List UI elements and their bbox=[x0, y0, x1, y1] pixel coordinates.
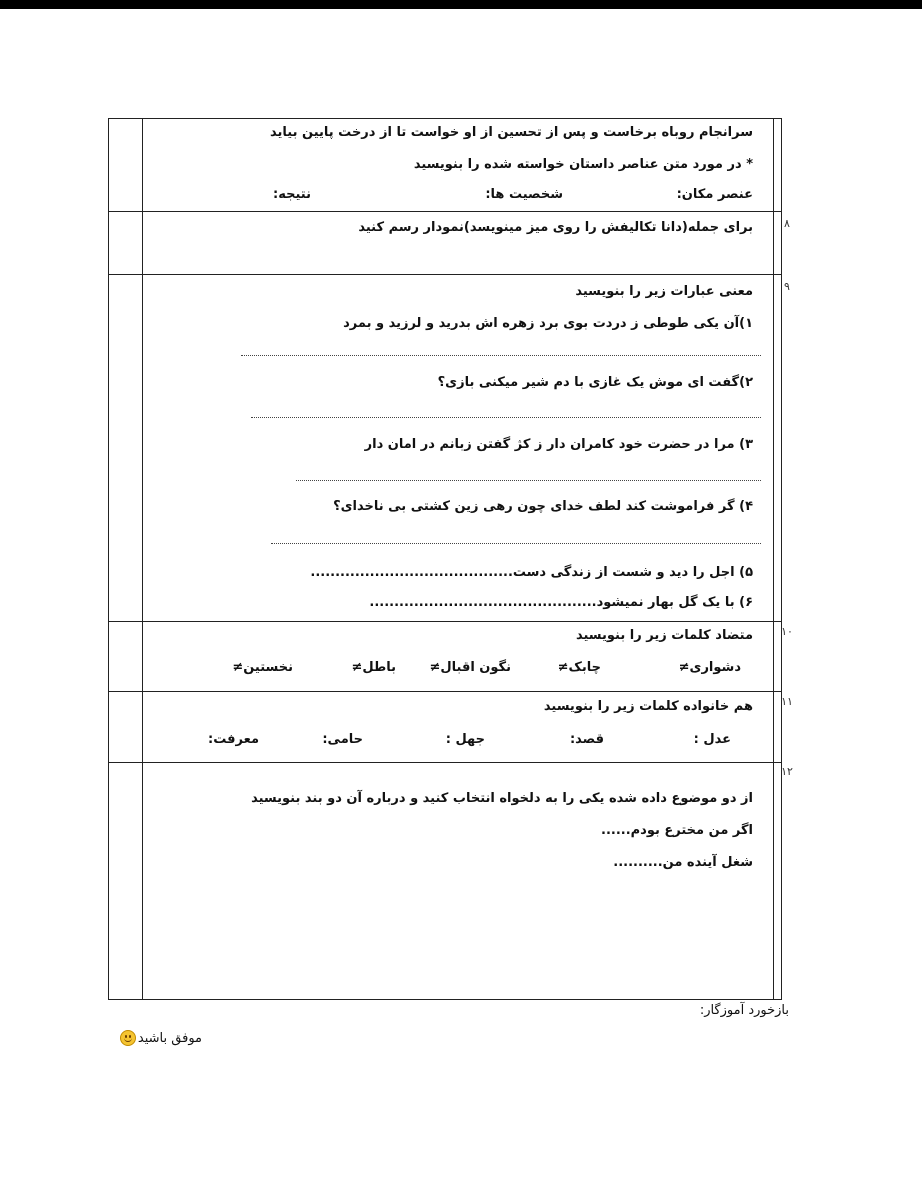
answer-line[interactable] bbox=[251, 417, 761, 418]
question-number: ۸ bbox=[784, 217, 790, 230]
row-divider bbox=[109, 621, 781, 622]
row-divider bbox=[109, 274, 781, 275]
story-instruction: * در مورد متن عناصر داستان خواسته شده را بنویسید bbox=[413, 157, 753, 172]
exam-table bbox=[108, 118, 793, 1000]
characters-label: شخصیت ها: bbox=[485, 187, 563, 202]
verse-2: ۲)گفت ای موش یک غازی با دم شیر میکنی بازی؟ bbox=[437, 375, 753, 390]
good-luck-note bbox=[120, 1030, 202, 1046]
topic-1: اگر من مخترع بودم...... bbox=[601, 823, 753, 838]
word-family-item: جهل : bbox=[445, 732, 485, 747]
row-divider bbox=[109, 691, 781, 692]
proverb-2: ۶) با یک گل بهار نمیشود.............................................. bbox=[369, 595, 753, 610]
top-bar bbox=[0, 0, 922, 9]
verse-1: ۱)آن یکی طوطی ز دردت بوی برد زهره اش بدرید و لرزید و بمرد bbox=[343, 316, 753, 331]
question-12-instruction: از دو موضوع داده شده یکی را به دلخواه انتخاب کنید و درباره آن دو بند بنویسید bbox=[251, 791, 753, 806]
antonym-word: چابک≠ bbox=[557, 660, 601, 675]
question-number: ۱۰ bbox=[781, 625, 793, 638]
question-number: ۱۱ bbox=[781, 695, 793, 708]
answer-line[interactable] bbox=[296, 480, 761, 481]
row-divider bbox=[109, 211, 781, 212]
verse-4: ۴) گر فراموشت کند لطف خدای چون رهی زین کشتی بی ناخدای؟ bbox=[333, 499, 753, 514]
row-divider bbox=[109, 762, 781, 763]
answer-line[interactable] bbox=[241, 355, 761, 356]
word-family-item: قصد: bbox=[569, 732, 604, 747]
result-label: نتیجه: bbox=[273, 187, 311, 202]
question-9-title: معنی عبارات زیر را بنویسید bbox=[575, 284, 753, 299]
antonym-word: باطل≠ bbox=[351, 660, 396, 675]
answer-line[interactable] bbox=[271, 543, 761, 544]
word-family-item: عدل : bbox=[693, 732, 731, 747]
topic-2: شغل آینده من.......... bbox=[613, 855, 753, 870]
good-luck-text: موفق باشید bbox=[137, 1030, 202, 1046]
verse-3: ۳) مرا در حضرت خود کامران دار ز کژ گفتن زبانم در امان دار bbox=[364, 437, 753, 452]
smiling-face-icon bbox=[120, 1030, 136, 1046]
proverb-1: ۵) اجل را دید و شست از زندگی دست......................................... bbox=[310, 565, 753, 580]
place-label: عنصر مکان: bbox=[676, 187, 753, 202]
question-8-text: برای جمله(دانا تکالیفش را روی میز مینویسد)نمودار رسم کنید bbox=[358, 220, 753, 235]
word-family-item: حامی: bbox=[322, 732, 363, 747]
story-line: سرانجام روباه برخاست و پس از تحسین از او خواست تا از درخت پایین بیاید bbox=[270, 125, 753, 140]
word-family-item: معرفت: bbox=[208, 732, 259, 747]
teacher-feedback-label: بازخورد آموزگار: bbox=[699, 1003, 789, 1018]
question-10-title: متضاد کلمات زیر را بنویسید bbox=[575, 628, 753, 643]
antonym-word: نخستین≠ bbox=[232, 660, 293, 675]
number-column-divider bbox=[773, 119, 774, 999]
antonym-word: نگون اقبال≠ bbox=[429, 660, 511, 675]
question-number: ۱۲ bbox=[781, 765, 793, 778]
antonym-word: دشواری≠ bbox=[678, 660, 741, 675]
question-number: ۹ bbox=[784, 280, 790, 293]
question-11-title: هم خانواده کلمات زیر را بنویسید bbox=[543, 699, 753, 714]
score-column-divider bbox=[142, 119, 143, 999]
